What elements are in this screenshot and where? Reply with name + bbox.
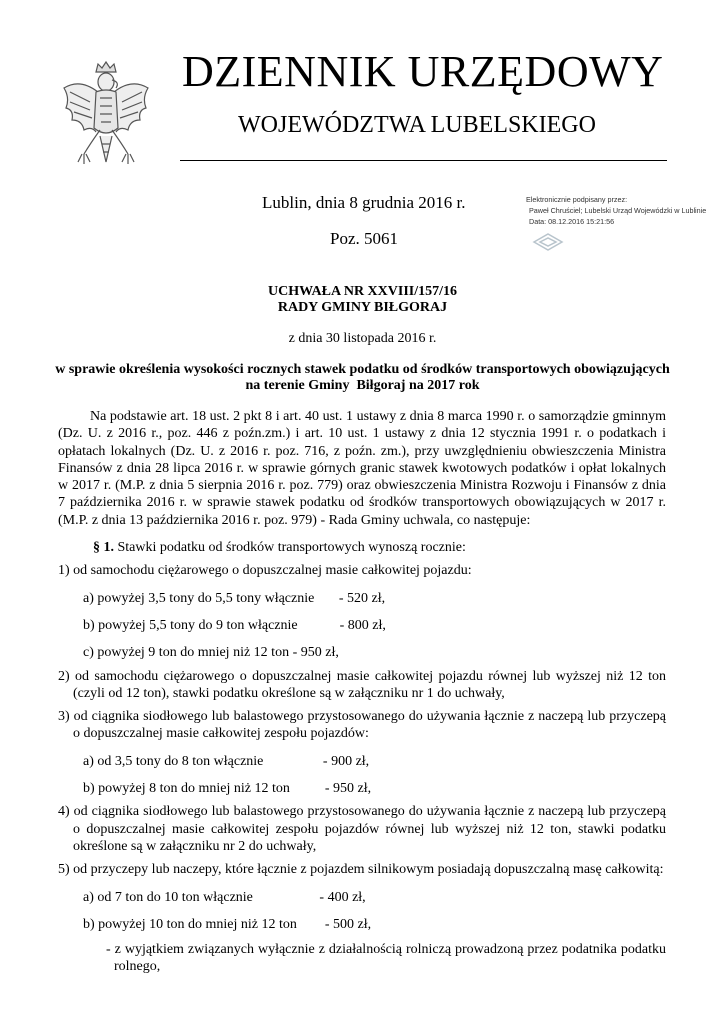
document-body — [58, 408, 666, 976]
legal-basis-paragraph: Na podstawie art. 18 ust. 2 pkt 8 i art. 40 ust. 1 ustawy z dnia 8 marca 1990 r. o samorządzie gminnym (Dz. U. z 2016 r., poz. 446 z poźn.zm.) i art. 10 ust. 1 ustawy z dnia 12 stycznia 1991 r. o podatkach i opłatach lokalnych (Dz. U. z 2016 r. poz. 716, z poźn. zm.), przy uwzględnieniu obwieszczenia Ministra Finansów z dnia 28 lipca 2016 r. w sprawie górnych granic stawek kwotowych podatków i opłat lokalnych w 2017 r. (M.P. z dnia 5 sierpnia 2016 r. poz. 779) oraz obwieszczenia Ministra Rozwoju i Finansów z dnia 7 października 2016 r. w sprawie stawek podatku od środków transportowych obowiązujących w 2017 r. (M.P. z dnia 13 października 2016 r. poz. 979) - Rada Gminy uchwala, co następuje: — [58, 409, 666, 528]
resolution-issuer: RADY GMINY BIŁGORAJ — [277, 300, 448, 315]
list-item-3a: a) od 3,5 tony do 8 ton włącznie - 900 zł, — [83, 753, 370, 769]
list-item-5: 5) od przyczepy lub naczepy, które łącznie z pojazdem silnikowym posiadają dopuszczalną masę całkowitą: — [58, 862, 664, 878]
resolution-date: z dnia 30 listopada 2016 r. — [288, 331, 437, 346]
list-item-5-note: - z wyjątkiem związanych wyłącznie z działalnością rolniczą prowadzoną przez podatnika podatku rolnego, — [106, 942, 666, 975]
list-item-1: 1) od samochodu ciężarowego o dopuszczalnej masie całkowitej pojazdu: — [58, 563, 472, 579]
section-mark: § 1. — [93, 540, 114, 556]
list-item-1b: b) powyżej 5,5 tony do 9 ton włącznie - 800 zł, — [83, 617, 386, 633]
list-item-4: 4) od ciągnika siodłowego lub balastowego przystosowanego do używania łącznie z naczepą lub przyczepą o dopuszczalnej masie całkowitej zespołu pojazdów równej lub wyższej niż 12 ton, stawki podatku określone są w załączniku nr 2 do uchwały, — [58, 804, 666, 854]
list-item-1a: a) powyżej 3,5 tony do 5,5 tony włącznie - 520 zł, — [83, 590, 386, 606]
signature-stamp-icon — [530, 232, 566, 252]
place-and-date: Lublin, dnia 8 grudnia 2016 r. — [262, 193, 466, 212]
signature-line-3: Data: 08.12.2016 15:21:56 — [529, 217, 615, 226]
list-item-1c: c) powyżej 9 ton do mniej niż 12 ton - 950 zł, — [83, 645, 339, 661]
list-item-2: 2) od samochodu ciężarowego o dopuszczalnej masie całkowitej pojazdu równej lub wyższej niż 12 ton (czyli od 12 ton), stawki podatku określone są w załączniku nr 1 do uchwały, — [58, 668, 666, 701]
position-number: Poz. 5061 — [330, 229, 398, 248]
coat-of-arms-eagle-icon — [60, 58, 152, 168]
resolution-number: UCHWAŁA NR XXVIII/157/16 — [267, 284, 458, 299]
list-item-5a: a) od 7 ton do 10 ton włącznie - 400 zł, — [83, 889, 366, 905]
journal-subtitle: WOJEWÓDZTWA LUBELSKIEGO — [238, 112, 596, 138]
journal-title: DZIENNIK URZĘDOWY — [182, 47, 664, 96]
section-1 — [58, 539, 666, 556]
signature-line-2: Paweł Chruściel; Lubelski Urząd Wojewódzki w Lublinie — [529, 206, 707, 215]
electronic-signature — [526, 194, 716, 227]
header-divider — [180, 160, 667, 161]
list-item-5b: b) powyżej 10 ton do mniej niż 12 ton - 500 zł, — [83, 916, 372, 932]
resolution-subject-line-1: w sprawie określenia wysokości rocznych stawek podatku od środków transportowych obowiązujących — [55, 362, 670, 377]
list-item-3: 3) od ciągnika siodłowego lub balastowego przystosowanego do używania łącznie z naczepą lub przyczepą o dopuszczalnej masie całkowitej zespołu pojazdów: — [58, 709, 666, 742]
section-1-text: Stawki podatku od środków transportowych wynoszą rocznie: — [114, 540, 466, 556]
resolution-subject-line-2: na terenie Gminy Biłgoraj na 2017 rok — [245, 378, 480, 393]
list-item-3b: b) powyżej 8 ton do mniej niż 12 ton - 950 zł, — [83, 781, 372, 797]
signature-line-1: Elektronicznie podpisany przez: — [526, 195, 628, 204]
